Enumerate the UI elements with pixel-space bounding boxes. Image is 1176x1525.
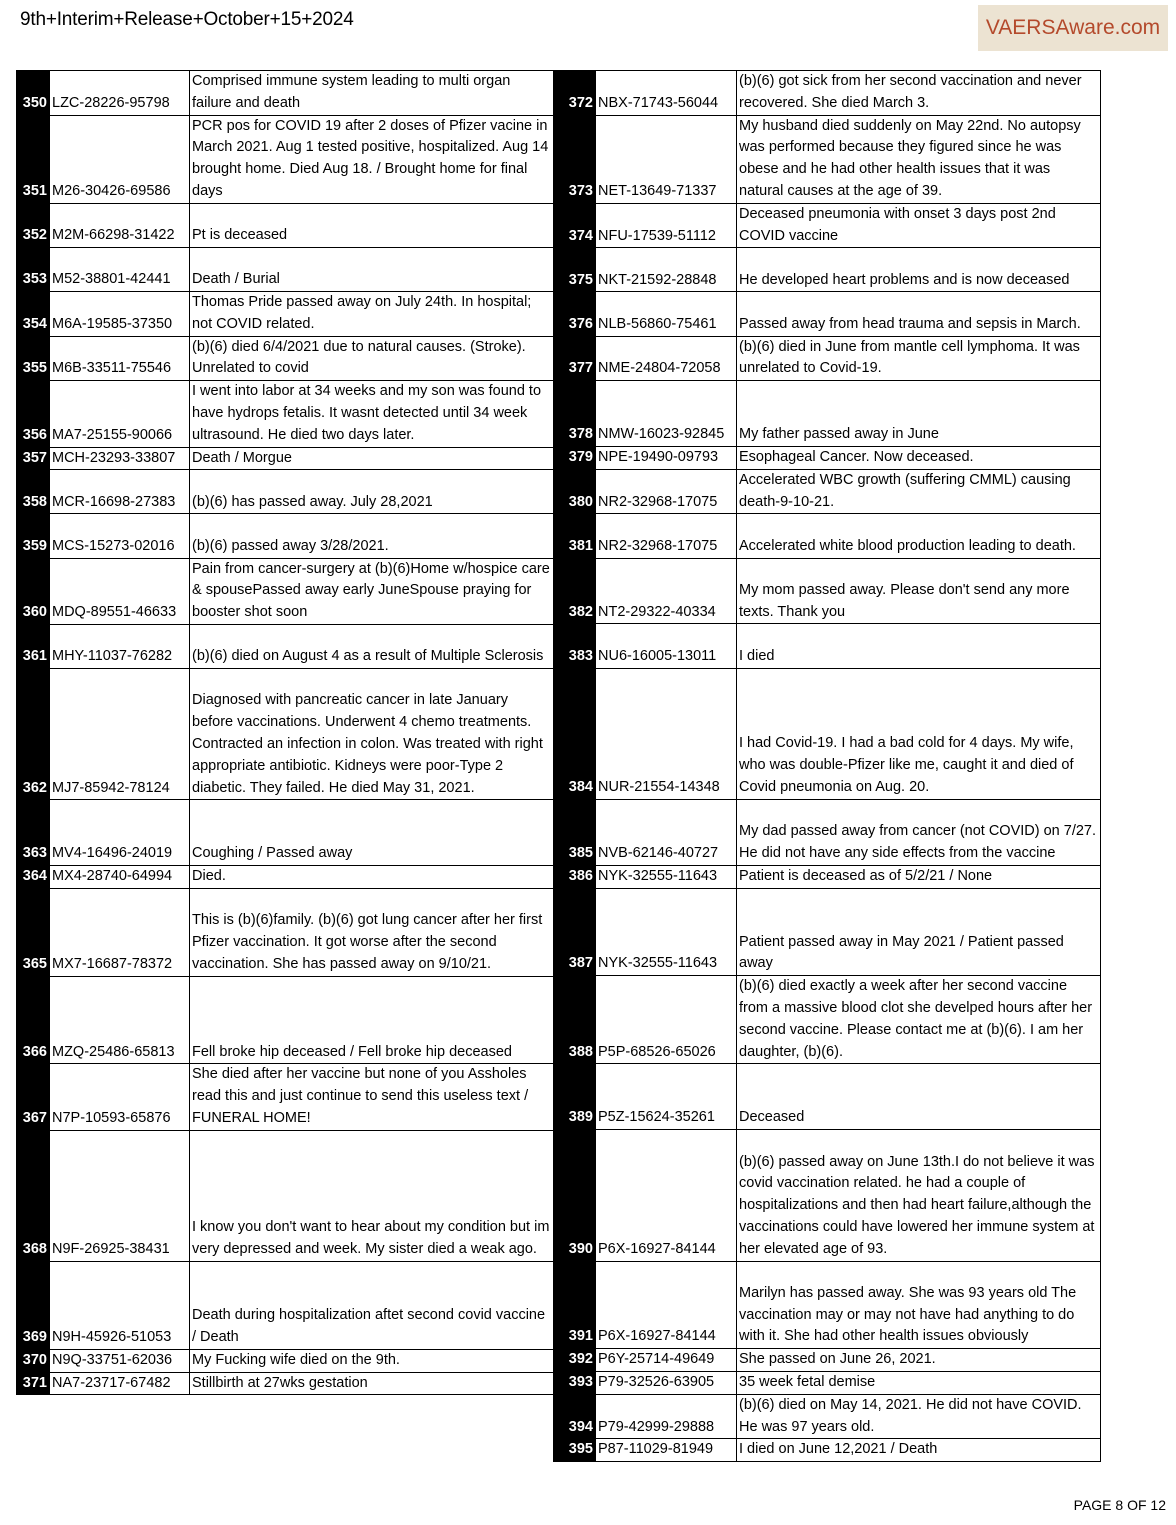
record-number: 363 (17, 800, 50, 866)
report-description: I went into labor at 34 weeks and my son was found to have hydrops fetalis. It wasnt detected until 34 week ultrasound. He died two days later. (190, 381, 555, 447)
report-description: PCR pos for COVID 19 after 2 doses of Pfizer vacine in March 2021. Aug 1 tested positive, hospitalized. Aug 14 brought home. Died Aug 18. / Brought home for final days (190, 115, 555, 203)
report-description: My dad passed away from cancer (not COVID) on 7/27. He did not have any side effects from the vaccine (737, 799, 1101, 865)
report-description: (b)(6) passed away 3/28/2021. (190, 514, 555, 558)
vaers-id: N7P-10593-65876 (50, 1064, 190, 1130)
record-number: 386 (554, 865, 596, 888)
record-number: 380 (554, 469, 596, 514)
table-row (554, 1394, 1101, 1439)
table-row (554, 624, 1101, 668)
table-row (17, 514, 555, 558)
table-row (17, 71, 555, 116)
table-row (17, 291, 555, 336)
vaers-id: NPE-19490-09793 (596, 447, 737, 470)
vaers-id: NT2-29322-40334 (596, 558, 737, 624)
vaers-id: MDQ-89551-46633 (50, 558, 190, 624)
report-description: Death / Morgue (190, 447, 555, 470)
table-row (17, 1349, 555, 1372)
vaers-id: NU6-16005-13011 (596, 624, 737, 668)
vaers-id: NLB-56860-75461 (596, 292, 737, 336)
record-number: 376 (554, 292, 596, 336)
report-description: Fell broke hip deceased / Fell broke hip deceased (190, 976, 555, 1064)
vaers-id: NKT-21592-28848 (596, 248, 737, 292)
record-number: 355 (17, 336, 50, 381)
record-number: 351 (17, 115, 50, 203)
report-description: Comprised immune system leading to multi organ failure and death (190, 71, 555, 116)
record-number: 381 (554, 514, 596, 558)
report-description: I know you don't want to hear about my condition but im very depressed and week. My sister died a weak ago. (190, 1130, 555, 1261)
record-number: 384 (554, 668, 596, 799)
vaers-id: MX7-16687-78372 (50, 889, 190, 977)
vaers-id: M52-38801-42441 (50, 247, 190, 291)
report-description: I died on June 12,2021 / Death (737, 1439, 1101, 1462)
brand-logo: VAERSAware.com (978, 5, 1168, 51)
report-description: My father passed away in June (737, 381, 1101, 447)
vaers-id: MCR-16698-27383 (50, 470, 190, 514)
table-row (17, 203, 555, 247)
record-number: 361 (17, 624, 50, 668)
report-description: I died (737, 624, 1101, 668)
vaers-id: P5P-68526-65026 (596, 976, 737, 1064)
vaers-id: NET-13649-71337 (596, 115, 737, 203)
report-description: Patient passed away in May 2021 / Patient passed away (737, 888, 1101, 976)
table-row (554, 668, 1101, 799)
report-description: Accelerated WBC growth (suffering CMML) causing death-9-10-21. (737, 469, 1101, 514)
right-records-table (553, 70, 1101, 1462)
table-row (554, 1349, 1101, 1372)
table-row (17, 558, 555, 624)
report-description: This is (b)(6)family. (b)(6) got lung cancer after her first Pfizer vaccination. It got worse after the second vaccination. She has passed away on 9/10/21. (190, 889, 555, 977)
record-number: 366 (17, 976, 50, 1064)
record-number: 350 (17, 71, 50, 116)
table-row (17, 247, 555, 291)
report-description: Death during hospitalization aftet second covid vaccine / Death (190, 1262, 555, 1350)
report-description: (b)(6) died on August 4 as a result of Multiple Sclerosis (190, 624, 555, 668)
vaers-id: P6X-16927-84144 (596, 1261, 737, 1349)
record-number: 375 (554, 248, 596, 292)
table-row (554, 1439, 1101, 1462)
report-description: Pt is deceased (190, 203, 555, 247)
vaers-id: NA7-23717-67482 (50, 1372, 190, 1395)
report-description: She passed on June 26, 2021. (737, 1349, 1101, 1372)
table-row (17, 976, 555, 1064)
report-description: (b)(6) got sick from her second vaccination and never recovered. She died March 3. (737, 71, 1101, 116)
vaers-id: MCS-15273-02016 (50, 514, 190, 558)
report-description: He developed heart problems and is now deceased (737, 248, 1101, 292)
vaers-id: NYK-32555-11643 (596, 888, 737, 976)
table-row (554, 336, 1101, 381)
vaers-id: MV4-16496-24019 (50, 800, 190, 866)
record-number: 360 (17, 558, 50, 624)
vaers-id: MHY-11037-76282 (50, 624, 190, 668)
record-number: 382 (554, 558, 596, 624)
record-number: 392 (554, 1349, 596, 1372)
vaers-id: P79-42999-29888 (596, 1394, 737, 1439)
record-number: 353 (17, 247, 50, 291)
record-number: 388 (554, 976, 596, 1064)
vaers-id: P87-11029-81949 (596, 1439, 737, 1462)
report-description: (b)(6) has passed away. July 28,2021 (190, 470, 555, 514)
table-row (554, 248, 1101, 292)
vaers-id: P6X-16927-84144 (596, 1130, 737, 1261)
report-description: 35 week fetal demise (737, 1372, 1101, 1395)
report-description: Diagnosed with pancreatic cancer in late January before vaccinations. Underwent 4 chemo treatments. Contracted an infection in colon. Was treated with right appropriate antibiotic. Kidneys were poor-Type 2 diabetic. They failed. He died May 31, 2021. (190, 669, 555, 800)
record-number: 373 (554, 115, 596, 203)
record-number: 358 (17, 470, 50, 514)
vaers-id: NFU-17539-51112 (596, 203, 737, 248)
vaers-id: MCH-23293-33807 (50, 447, 190, 470)
table-row (554, 1261, 1101, 1349)
record-number: 395 (554, 1439, 596, 1462)
record-number: 352 (17, 203, 50, 247)
vaers-id: N9H-45926-51053 (50, 1262, 190, 1350)
report-description: (b)(6) died on May 14, 2021. He did not have COVID. He was 97 years old. (737, 1394, 1101, 1439)
record-number: 374 (554, 203, 596, 248)
report-description: Death / Burial (190, 247, 555, 291)
table-row (17, 1130, 555, 1261)
vaers-id: NR2-32968-17075 (596, 514, 737, 558)
vaers-id: P5Z-15624-35261 (596, 1064, 737, 1130)
record-number: 390 (554, 1130, 596, 1261)
report-description: Thomas Pride passed away on July 24th. In hospital; not COVID related. (190, 291, 555, 336)
record-number: 368 (17, 1130, 50, 1261)
table-row (17, 447, 555, 470)
table-row (554, 558, 1101, 624)
table-row (554, 71, 1101, 116)
page-number: PAGE 8 OF 12 (1073, 1497, 1166, 1513)
report-description: Coughing / Passed away (190, 800, 555, 866)
report-description: Patient is deceased as of 5/2/21 / None (737, 865, 1101, 888)
table-row (17, 889, 555, 977)
record-number: 385 (554, 799, 596, 865)
report-description: Marilyn has passed away. She was 93 years old The vaccination may or may not have had anything to do with it. She had other health issues obviously (737, 1261, 1101, 1349)
vaers-id: M6A-19585-37350 (50, 291, 190, 336)
vaers-id: NVB-62146-40727 (596, 799, 737, 865)
table-row (554, 292, 1101, 336)
vaers-id: NMW-16023-92845 (596, 381, 737, 447)
report-description: Stillbirth at 27wks gestation (190, 1372, 555, 1395)
table-row (554, 469, 1101, 514)
table-row (17, 1262, 555, 1350)
record-number: 369 (17, 1262, 50, 1350)
table-row (554, 799, 1101, 865)
report-description: Passed away from head trauma and sepsis in March. (737, 292, 1101, 336)
record-number: 356 (17, 381, 50, 447)
vaers-id: NBX-71743-56044 (596, 71, 737, 116)
report-description: My mom passed away. Please don't send any more texts. Thank you (737, 558, 1101, 624)
report-description: I had Covid-19. I had a bad cold for 4 days. My wife, who was double-Pfizer like me, caught it and died of Covid pneumonia on Aug. 20. (737, 668, 1101, 799)
table-row (17, 115, 555, 203)
report-description: Died. (190, 866, 555, 889)
vaers-id: MJ7-85942-78124 (50, 669, 190, 800)
record-number: 393 (554, 1372, 596, 1395)
report-description: She died after her vaccine but none of you Assholes read this and just continue to send this useless text / FUNERAL HOME! (190, 1064, 555, 1130)
report-description: (b)(6) died exactly a week after her second vaccine from a massive blood clot she develped hours after her second vaccine. Please contact me at (b)(6). I am her daughter, (b)(6). (737, 976, 1101, 1064)
report-description: Deceased (737, 1064, 1101, 1130)
table-row (17, 866, 555, 889)
vaers-id: MA7-25155-90066 (50, 381, 190, 447)
vaers-id: M26-30426-69586 (50, 115, 190, 203)
vaers-id: NR2-32968-17075 (596, 469, 737, 514)
report-description: My husband died suddenly on May 22nd. No autopsy was performed because they figured since he was obese and he had other health issues that it was natural causes at the age of 39. (737, 115, 1101, 203)
table-row (17, 624, 555, 668)
table-row (17, 336, 555, 381)
table-row (554, 1130, 1101, 1261)
record-number: 391 (554, 1261, 596, 1349)
document-title: 9th+Interim+Release+October+15+2024 (20, 9, 354, 30)
record-number: 383 (554, 624, 596, 668)
table-row (554, 514, 1101, 558)
record-number: 372 (554, 71, 596, 116)
report-description: Esophageal Cancer. Now deceased. (737, 447, 1101, 470)
table-row (554, 203, 1101, 248)
report-description: (b)(6) passed away on June 13th.I do not believe it was covid vaccination related. he had a couple of hospitalizations and then had heart failure,although the vaccinations could have lowered her immune system at her elevated age of 93. (737, 1130, 1101, 1261)
record-number: 362 (17, 669, 50, 800)
table-row (554, 381, 1101, 447)
vaers-id: MZQ-25486-65813 (50, 976, 190, 1064)
vaers-id: P79-32526-63905 (596, 1372, 737, 1395)
vaers-id: MX4-28740-64994 (50, 866, 190, 889)
table-row (17, 381, 555, 447)
vaers-id: P6Y-25714-49649 (596, 1349, 737, 1372)
report-description: Pain from cancer-surgery at (b)(6)Home w/hospice care & spousePassed away early JuneSpouse praying for booster shot soon (190, 558, 555, 624)
vaers-id: NUR-21554-14348 (596, 668, 737, 799)
left-records-table (16, 70, 555, 1395)
table-row (554, 1372, 1101, 1395)
record-number: 365 (17, 889, 50, 977)
report-description: My Fucking wife died on the 9th. (190, 1349, 555, 1372)
record-number: 377 (554, 336, 596, 381)
table-row (554, 976, 1101, 1064)
vaers-id: M2M-66298-31422 (50, 203, 190, 247)
table-row (17, 1372, 555, 1395)
table-row (17, 1064, 555, 1130)
record-number: 367 (17, 1064, 50, 1130)
record-number: 389 (554, 1064, 596, 1130)
table-row (17, 669, 555, 800)
report-description: Deceased pneumonia with onset 3 days post 2nd COVID vaccine (737, 203, 1101, 248)
record-number: 387 (554, 888, 596, 976)
table-row (554, 865, 1101, 888)
record-number: 394 (554, 1394, 596, 1439)
vaers-id: NYK-32555-11643 (596, 865, 737, 888)
vaers-id: NME-24804-72058 (596, 336, 737, 381)
record-number: 378 (554, 381, 596, 447)
table-row (17, 470, 555, 514)
table-row (554, 115, 1101, 203)
report-description: (b)(6) died in June from mantle cell lymphoma. It was unrelated to Covid-19. (737, 336, 1101, 381)
record-number: 370 (17, 1349, 50, 1372)
record-number: 357 (17, 447, 50, 470)
record-number: 359 (17, 514, 50, 558)
record-number: 354 (17, 291, 50, 336)
record-number: 364 (17, 866, 50, 889)
table-row (554, 1064, 1101, 1130)
vaers-id: N9Q-33751-62036 (50, 1349, 190, 1372)
table-row (554, 447, 1101, 470)
table-row (17, 800, 555, 866)
vaers-id: LZC-28226-95798 (50, 71, 190, 116)
record-number: 371 (17, 1372, 50, 1395)
report-description: Accelerated white blood production leading to death. (737, 514, 1101, 558)
vaers-id: N9F-26925-38431 (50, 1130, 190, 1261)
table-row (554, 888, 1101, 976)
report-description: (b)(6) died 6/4/2021 due to natural causes. (Stroke). Unrelated to covid (190, 336, 555, 381)
vaers-id: M6B-33511-75546 (50, 336, 190, 381)
record-number: 379 (554, 447, 596, 470)
